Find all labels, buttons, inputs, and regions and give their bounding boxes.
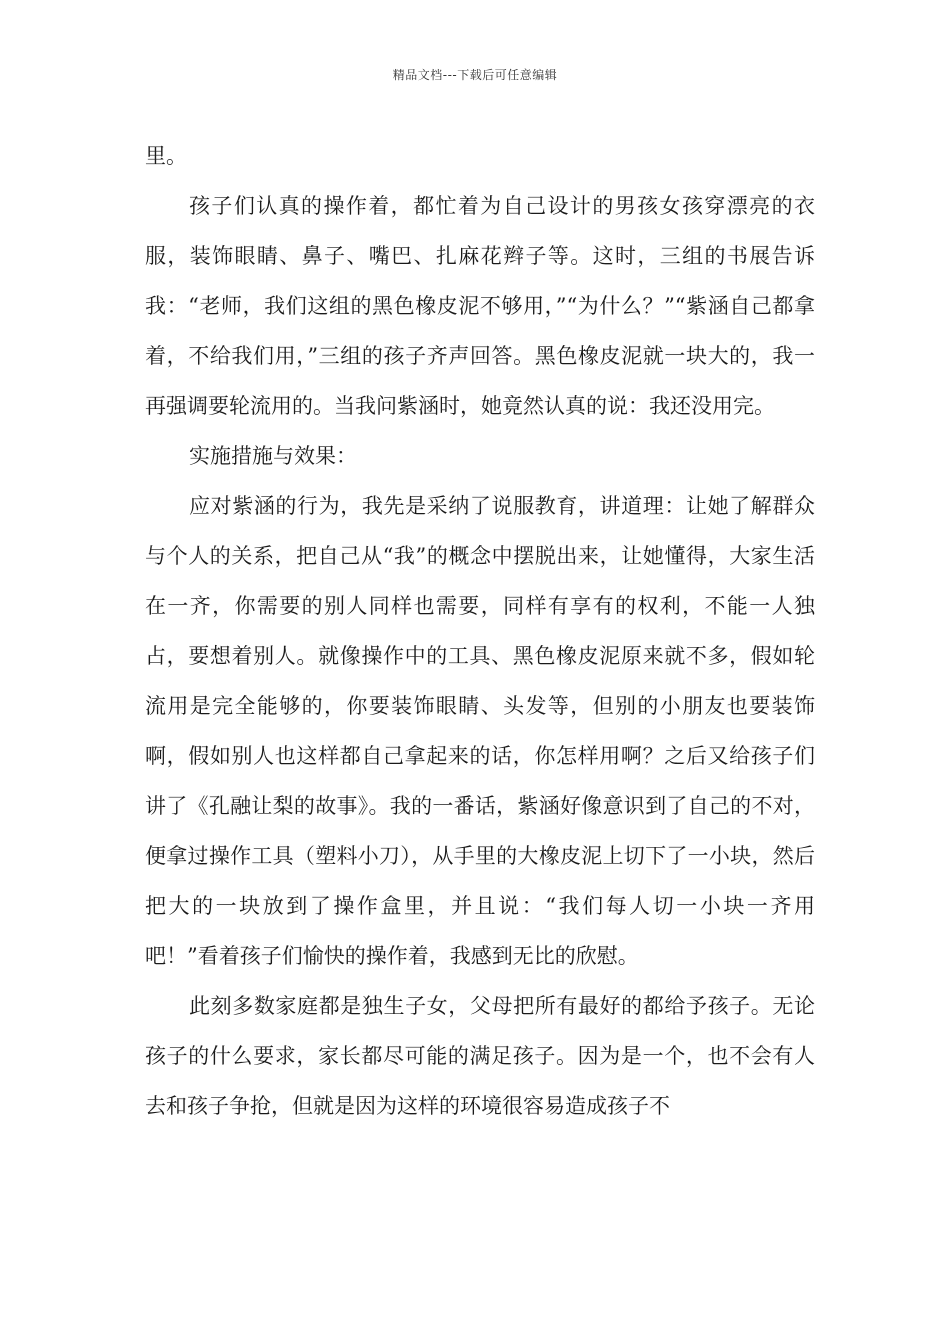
paragraph: 孩子们认真的操作着，都忙着为自己设计的男孩女孩穿漂亮的衣服，装饰眼睛、鼻子、嘴巴、扎麻花辫子等。这时，三组的书展告诉我：“老师，我们这组的黑色橡皮泥不够用，”“为什么？”“紫涵自己都拿着，不给我们用，”三组的孩子齐声回答。黑色橡皮泥就一块大的，我一再强调要轮流用的。当我问紫涵时，她竟然认真的说：我还没用完。 xyxy=(145,194,815,418)
paragraph: 应对紫涵的行为，我先是采纳了说服教育，讲道理：让她了解群众与个人的关系，把自己从“我”的概念中摆脱出来，让她懂得，大家生活在一齐，你需要的别人同样也需要，同样有享有的权利，不能一人独占，要想着别人。就像操作中的工具、黑色橡皮泥原来就不多，假如轮流用是完全能够的，你要装饰眼睛、头发等，但别的小朋友也要装饰啊，假如别人也这样都自己拿起来的话，你怎样用啊？之后又给孩子们讲了《孔融让梨的故事》。我的一番话，紫涵好像意识到了自己的不对，便拿过操作工具（塑料小刀），从手里的大橡皮泥上切下了一小块，然后把大的一块放到了操作盒里，并且说：“我们每人切一小块一齐用吧！”看着孩子们愉快的操作着，我感到无比的欣慰。 xyxy=(145,494,815,968)
document-body xyxy=(145,131,815,1131)
page-header: 精品文档---下载后可任意编辑 xyxy=(392,68,558,82)
paragraph: 里。 xyxy=(145,144,187,168)
section-heading: 实施措施与效果： xyxy=(189,444,357,468)
paragraph: 此刻多数家庭都是独生子女，父母把所有最好的都给予孩子。无论孩子的什么要求，家长都尽可能的满足孩子。因为是一个，也不会有人去和孩子争抢，但就是因为这样的环境很容易造成孩子不 xyxy=(145,994,815,1118)
